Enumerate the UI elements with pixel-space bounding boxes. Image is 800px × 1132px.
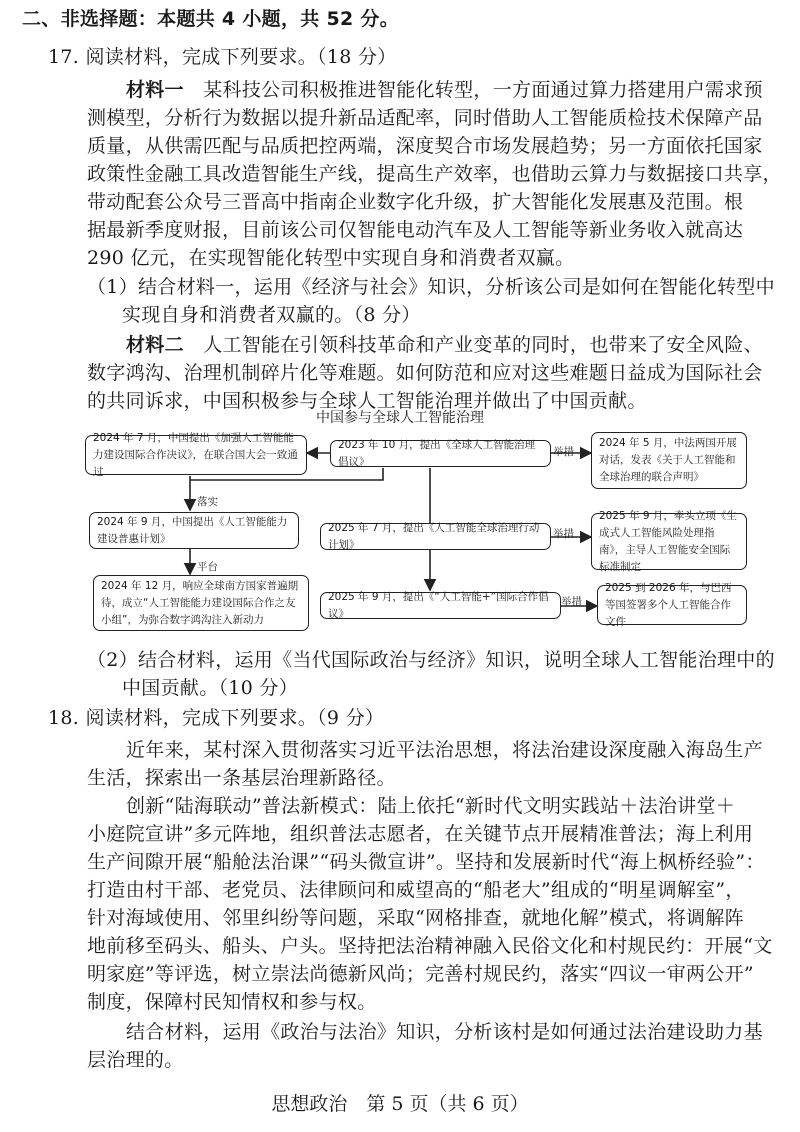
material-1-line: 290 亿元，在实现智能化转型中实现自身和消费者双赢。 — [87, 247, 575, 269]
material-1-line: 带动配套公众号三晋高中指南企业数字化升级，扩大智能化发展惠及范围。根 — [87, 191, 744, 213]
q18-line: 明家庭”等评选，树立崇法尚德新风尚；完善村规民约，落实“四议一审两公开” — [87, 963, 754, 985]
q18-question: 层治理的。 — [87, 1049, 184, 1071]
material-1-line: 材料一 某科技公司积极推进智能化转型，一方面通过算力搭建用户需求预 — [126, 79, 763, 101]
diagram-title: 中国参与全球人工智能治理 — [316, 410, 484, 426]
q18-line: 创新“陆海联动”普法新模式：陆上依托“新时代文明实践站＋法治讲堂＋ — [126, 795, 736, 817]
material-2-label: 材料二 — [126, 334, 184, 356]
section-heading: 二、非选择题：本题共 4 小题，共 52 分。 — [22, 8, 400, 30]
label-luoshi: 落实 — [197, 496, 218, 508]
q18-stem: 18. 阅读材料，完成下列要求。（9 分） — [48, 707, 385, 729]
diagram-box-2024-jul: 2024 年 7 月，中国提出《加强人工智能能力建设国际合作决议》，在联合国大会一致通过 — [85, 435, 307, 475]
label-jucuo: 举措 — [553, 446, 574, 458]
q18-line: 制度，保障村民知情权和参与权。 — [87, 991, 377, 1013]
material-2-line: 的共同诉求，中国积极参与全球人工智能治理并做出了中国贡献。 — [87, 390, 647, 412]
diagram-box-2024-sep: 2024 年 9 月，中国提出《人工智能能力建设普惠计划》 — [89, 512, 299, 549]
material-2-line: 数字鸿沟、治理机制碎片化等难题。如何防范和应对这些难题日益成为国际社会 — [87, 362, 763, 384]
material-2-line: 材料二 人工智能在引领科技革命和产业变革的同时，也带来了安全风险、 — [126, 334, 763, 356]
q18-line: 近年来，某村深入贯彻落实习近平法治思想，将法治建设深度融入海岛生产 — [126, 739, 763, 761]
q18-line: 打造由村干部、老党员、法律顾问和威望高的“船老大”组成的“明星调解室”， — [87, 879, 745, 901]
sub-question-2: 中国贡献。（10 分） — [122, 677, 299, 699]
label-jucuo: 举措 — [561, 596, 582, 608]
material-1-line: 质量，从供需匹配与品质把控两端，深度契合市场发展趋势；另一方面依托国家 — [87, 135, 763, 157]
material-1-label: 材料一 — [126, 79, 184, 101]
material-1-line: 政策性金融工具改造智能生产线，提高生产效率，也借助云算力与数据接口共享， — [87, 163, 782, 185]
diagram-box-2023-oct: 2023 年 10 月，提出《全球人工智能治理倡议》 — [330, 440, 551, 467]
page-footer: 思想政治 第 5 页（共 6 页） — [271, 1093, 529, 1115]
material-1-line: 测模型，分析行为数据以提升新品适配率，同时借助人工智能质检技术保障产品 — [87, 107, 763, 129]
diagram-box-2025-sep-standard: 2025 年 9 月，牵头立项《生成式人工智能风险处理指南》，主导人工智能安全国际标准制定 — [591, 513, 747, 570]
q18-line: 生活，探索出一条基层治理新路径。 — [87, 767, 396, 789]
diagram-box-2025-2026: 2025 到 2026 年，与巴西等国签署多个人工智能合作文件 — [597, 585, 747, 625]
sub-question-2: （2）结合材料，运用《当代国际政治与经济》知识，说明全球人工智能治理中的 — [87, 649, 775, 671]
q18-line: 生产间隙开展“船舱法治课”“码头微宣讲”。坚持和发展新时代“海上枫桥经验”： — [87, 851, 765, 873]
q18-line: 小庭院宣讲”多元阵地，组织普法志愿者，在关键节点开展精准普法；海上利用 — [87, 823, 754, 845]
diagram-box-2025-jul: 2025 年 7 月，提出《人工智能全球治理行动计划》 — [320, 523, 551, 550]
sub-question-1: 实现自身和消费者双赢的。（8 分） — [122, 304, 421, 326]
label-pingtai: 平台 — [197, 561, 218, 573]
label-jucuo: 举措 — [553, 528, 574, 540]
diagram-box-2024-may: 2024 年 5 月，中法两国开展对话，发表《关于人工智能和全球治理的联合声明》 — [591, 432, 747, 489]
material-1-line: 据最新季度财报，目前该公司仅智能电动汽车及人工智能等新业务收入就高达 — [87, 219, 744, 241]
sub-question-1: （1）结合材料一，运用《经济与社会》知识，分析该公司是如何在智能化转型中 — [87, 276, 775, 298]
q17-stem: 17. 阅读材料，完成下列要求。（18 分） — [48, 46, 397, 68]
q18-question: 结合材料，运用《政治与法治》知识，分析该村是如何通过法治建设助力基 — [126, 1021, 763, 1043]
diagram-box-2024-dec: 2024 年 12 月，响应全球南方国家普遍期待，成立“人工智能能力建设国际合作之友小组”，为弥合数字鸿沟注入新动力 — [93, 575, 309, 631]
q18-line: 针对海域使用、邻里纠纷等问题，采取“网格排查，就地化解”模式，将调解阵 — [87, 907, 744, 929]
diagram-box-2025-sep-initiative: 2025 年 9 月，提出《“人工智能+”国际合作倡议》 — [320, 592, 561, 619]
q18-line: 地前移至码头、船头、户头。坚持把法治精神融入民俗文化和村规民约：开展“文 — [87, 935, 773, 957]
